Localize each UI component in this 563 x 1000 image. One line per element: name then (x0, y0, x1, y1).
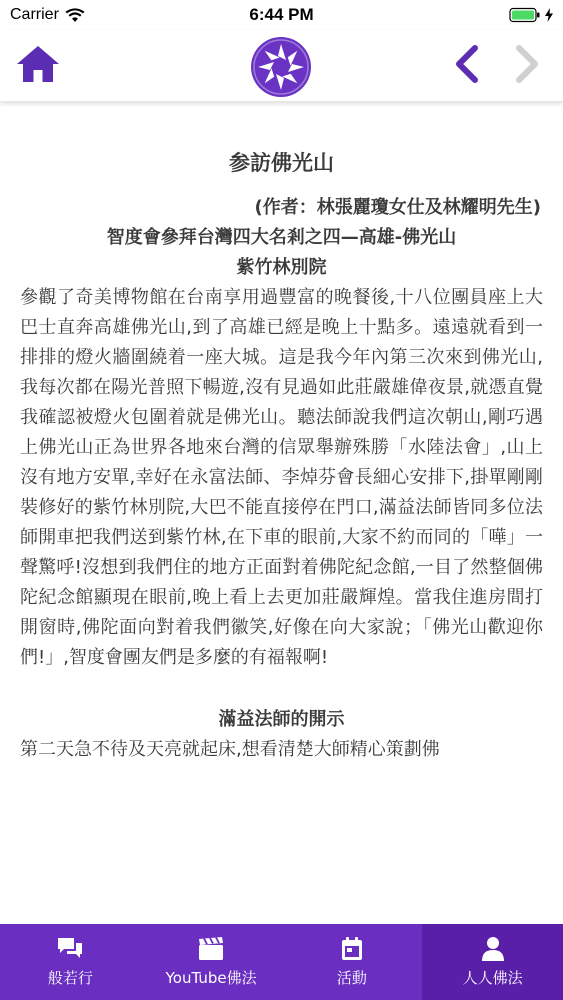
status-time: 6:44 PM (249, 5, 314, 24)
status-bar (0, 0, 563, 30)
wifi-icon (65, 8, 85, 23)
tab-label: YouTube佛法 (165, 969, 257, 987)
chevron-right-icon (513, 44, 543, 84)
tab-label: 人人佛法 (462, 969, 523, 987)
tab-label: 活動 (336, 969, 367, 987)
tab-prajna[interactable] (0, 924, 141, 1000)
section-heading: 滿益法師的開示 (218, 709, 345, 730)
nav-bar (0, 30, 563, 102)
tab-events[interactable] (282, 924, 423, 1000)
battery-icon (509, 7, 541, 23)
aperture-logo-icon (250, 36, 312, 98)
home-icon (15, 44, 61, 84)
article-subtitle: 智度會參拜台灣四大名剎之四—高雄-佛光山 (106, 227, 457, 248)
chat-bubbles-icon (56, 936, 84, 962)
charging-bolt-icon (545, 8, 553, 22)
tab-everyone-dharma[interactable] (422, 924, 563, 1000)
article-subtitle-location: 紫竹林別院 (236, 257, 327, 278)
article-content[interactable] (0, 103, 563, 924)
chevron-left-icon (451, 44, 481, 84)
calendar-icon (338, 936, 366, 962)
article-body: 參觀了奇美博物館在台南享用過豐富的晚餐後,十八位團員座上大巴士直奔高雄佛光山,到了高雄已經是晚上十點多。遠遠就看到一排排的燈火牆圍繞着一座大城。這是我今年內第三次來到佛光山,我每次都在陽光普照下暢遊,沒有見過如此莊嚴雄偉夜景,就憑直覺我確認被燈火包圍着就是佛光山。聽法師說我們這次朝山,剛巧遇上佛光山正為世界各地來台灣的信眾舉辦殊勝「水陸法會」,山上沒有地方安單,幸好在永富法師、李焯芬會長細心安排下,掛單剛剛裝修好的紫竹林別院,大巴不能直接停在門口,滿益法師皆同多位法師開車把我們送到紫竹林,在下車的眼前,大家不約而同的「嘩」一聲驚呼!沒想到我們住的地方正面對着佛陀紀念館,一目了然整個佛陀紀念館顯現在眼前,晚上看上去更加莊嚴輝煌。當我住進房間打開窗時,佛陀面向對着我們徽笑,好像在向大家說；「佛光山歡迎你們!」,智度會團友們是多麼的有福報啊! (20, 287, 543, 668)
app-logo[interactable] (250, 36, 312, 98)
article-title: 参訪佛光山 (229, 151, 334, 175)
carrier-label: Carrier (10, 6, 59, 23)
tab-bar (0, 924, 563, 1000)
home-button[interactable] (14, 42, 62, 86)
tab-youtube[interactable] (141, 924, 282, 1000)
person-icon (479, 936, 507, 962)
article-author: (作者：林張麗瓊女仕及林耀明先生) (254, 197, 541, 218)
forward-button[interactable] (508, 42, 548, 86)
section-body: 第二天急不待及天亮就起床,想看清楚大師精心策劃佛 (20, 739, 440, 760)
back-button[interactable] (446, 42, 486, 86)
status-right (509, 7, 553, 23)
tab-label: 般若行 (47, 969, 93, 987)
film-clapper-icon (197, 936, 225, 962)
status-left (10, 6, 85, 24)
